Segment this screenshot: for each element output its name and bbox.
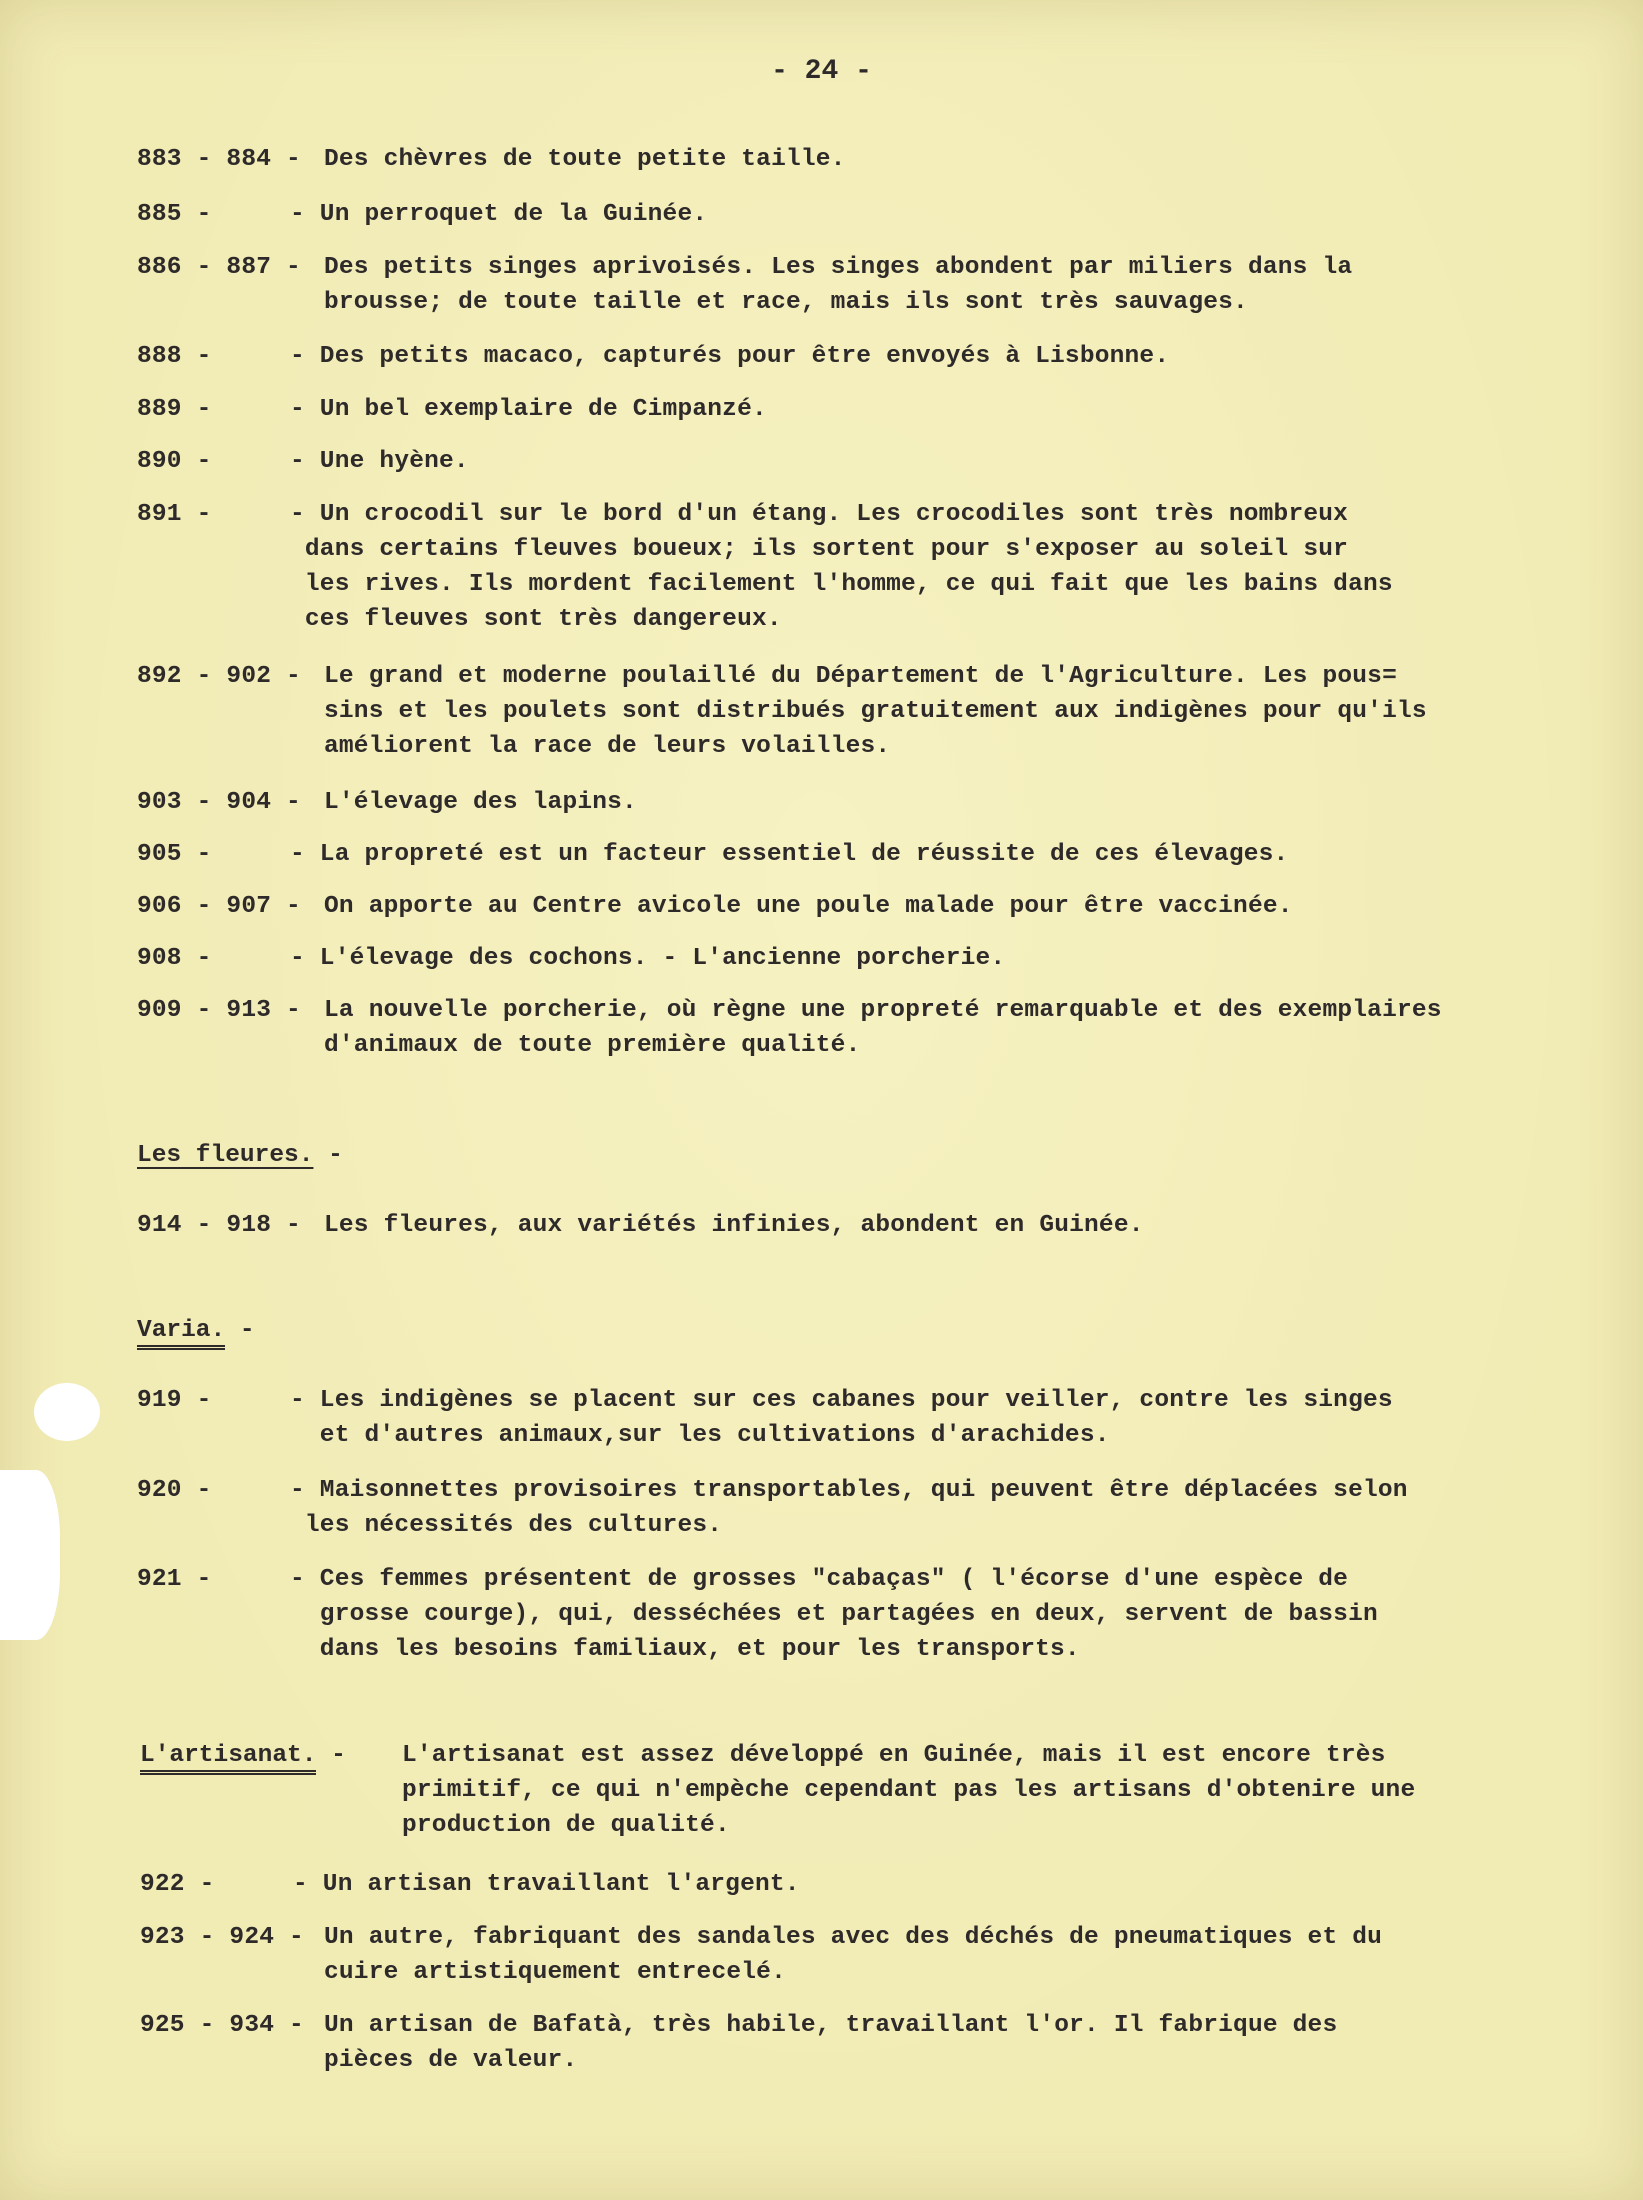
entry-text-line: Un artisan de Bafatà, très habile, travaillant l'or. Il fabrique des — [324, 2012, 1338, 2039]
entry-number: 889 - — [137, 396, 212, 423]
entry-text-line: - Un perroquet de la Guinée. — [290, 201, 708, 228]
entry-text-line: sins et les poulets sont distribués gratuitement aux indigènes pour qu'ils — [324, 698, 1427, 725]
heading-fleurs-label: Les fleures. — [137, 1142, 314, 1169]
entry-text-line: - Un crocodil sur le bord d'un étang. Les crocodiles sont très nombreux — [290, 501, 1349, 528]
entry-text-line: pièces de valeur. — [324, 2047, 578, 2074]
entry-text-line: les rives. Ils mordent facilement l'homme, ce qui fait que les bains dans — [290, 571, 1393, 598]
entry-text-line: - La propreté est un facteur essentiel de réussite de ces élevages. — [290, 841, 1289, 868]
entry-number: 883 - 884 - — [137, 146, 301, 173]
entry-number: 906 - 907 - — [137, 893, 301, 920]
entry-number: 892 - 902 - — [137, 663, 301, 690]
entry-text-line: - Maisonnettes provisoires transportables, qui peuvent être déplacées selon — [290, 1477, 1408, 1504]
entry-number: 923 - 924 - — [140, 1924, 304, 1951]
entry-number: 903 - 904 - — [137, 789, 301, 816]
heading-artisanat-dash: - — [316, 1742, 346, 1769]
entry-number: 914 - 918 - — [137, 1212, 301, 1239]
entry-text-line: cuire artistiquement entrecelé. — [324, 1959, 786, 1986]
entry-text-line: - Un artisan travaillant l'argent. — [293, 1871, 800, 1898]
entry-text-line: grosse courge), qui, desséchées et partagées en deux, servent de bassin — [290, 1601, 1378, 1628]
entry-text-line: et d'autres animaux,sur les cultivations d'arachides. — [290, 1422, 1110, 1449]
heading-fleurs — [137, 1138, 343, 1173]
entry-text-line: ces fleuves sont très dangereux. — [290, 606, 782, 633]
entry-number: 885 - — [137, 201, 212, 228]
intro-text-line: L'artisanat est assez développé en Guinée, mais il est encore très — [402, 1742, 1386, 1769]
entry-text-line: - Une hyène. — [290, 448, 469, 475]
entry-text-line: On apporte au Centre avicole une poule malade pour être vaccinée. — [324, 893, 1293, 920]
entry-text-line: Des chèvres de toute petite taille. — [324, 146, 846, 173]
heading-varia — [137, 1313, 255, 1348]
heading-artisanat-label: L'artisanat. — [140, 1742, 316, 1775]
entry-text-line: - L'élevage des cochons. - L'ancienne porcherie. — [290, 945, 1006, 972]
entry-number: 888 - — [137, 343, 212, 370]
entry-number: 890 - — [137, 448, 212, 475]
entry-number: 922 - — [140, 1871, 215, 1898]
entry-text-line: Un autre, fabriquant des sandales avec des déchés de pneumatiques et du — [324, 1924, 1383, 1951]
heading-varia-label: Varia. — [137, 1317, 225, 1350]
entry-number: 925 - 934 - — [140, 2012, 304, 2039]
entry-number: 921 - — [137, 1566, 212, 1593]
entry-text-line: les nécessités des cultures. — [290, 1512, 723, 1539]
page-number: - 24 - — [771, 56, 872, 87]
entry-text-line: améliorent la race de leurs volailles. — [324, 733, 891, 760]
entry-number: 891 - — [137, 501, 212, 528]
intro-text-line: production de qualité. — [402, 1812, 730, 1839]
entry-number: 886 - 887 - — [137, 254, 301, 281]
entry-text-line: Les fleures, aux variétés infinies, abondent en Guinée. — [324, 1212, 1144, 1239]
entry-text-line: brousse; de toute taille et race, mais ils sont très sauvages. — [324, 289, 1248, 316]
intro-text-line: primitif, ce qui n'empèche cependant pas les artisans d'obtenire une — [402, 1777, 1416, 1804]
entry-text-line: dans les besoins familiaux, et pour les transports. — [290, 1636, 1080, 1663]
entry-text-line: L'élevage des lapins. — [324, 789, 637, 816]
heading-artisanat — [140, 1738, 346, 1773]
entry-number: 909 - 913 - — [137, 997, 301, 1024]
entry-text-line: d'animaux de toute première qualité. — [324, 1032, 861, 1059]
entry-text-line: La nouvelle porcherie, où règne une propreté remarquable et des exemplaires — [324, 997, 1442, 1024]
heading-fleurs-dash: - — [313, 1142, 343, 1169]
entry-number: 920 - — [137, 1477, 212, 1504]
entry-number: 919 - — [137, 1387, 212, 1414]
entry-text-line: - Un bel exemplaire de Cimpanzé. — [290, 396, 767, 423]
entry-number: 905 - — [137, 841, 212, 868]
paper-damage — [0, 1470, 60, 1640]
paper-damage — [34, 1383, 100, 1441]
entry-text-line: - Des petits macaco, capturés pour être envoyés à Lisbonne. — [290, 343, 1170, 370]
entry-number: 908 - — [137, 945, 212, 972]
entry-text-line: Des petits singes aprivoisés. Les singes abondent par miliers dans la — [324, 254, 1353, 281]
entry-text-line: Le grand et moderne poulaillé du Département de l'Agriculture. Les pous= — [324, 663, 1397, 690]
entry-text-line: dans certains fleuves boueux; ils sortent pour s'exposer au soleil sur — [290, 536, 1349, 563]
heading-varia-dash: - — [225, 1317, 255, 1344]
entry-text-line: - Ces femmes présentent de grosses "cabaças" ( l'écorse d'une espèce de — [290, 1566, 1349, 1593]
entry-text-line: - Les indigènes se placent sur ces cabanes pour veiller, contre les singes — [290, 1387, 1393, 1414]
